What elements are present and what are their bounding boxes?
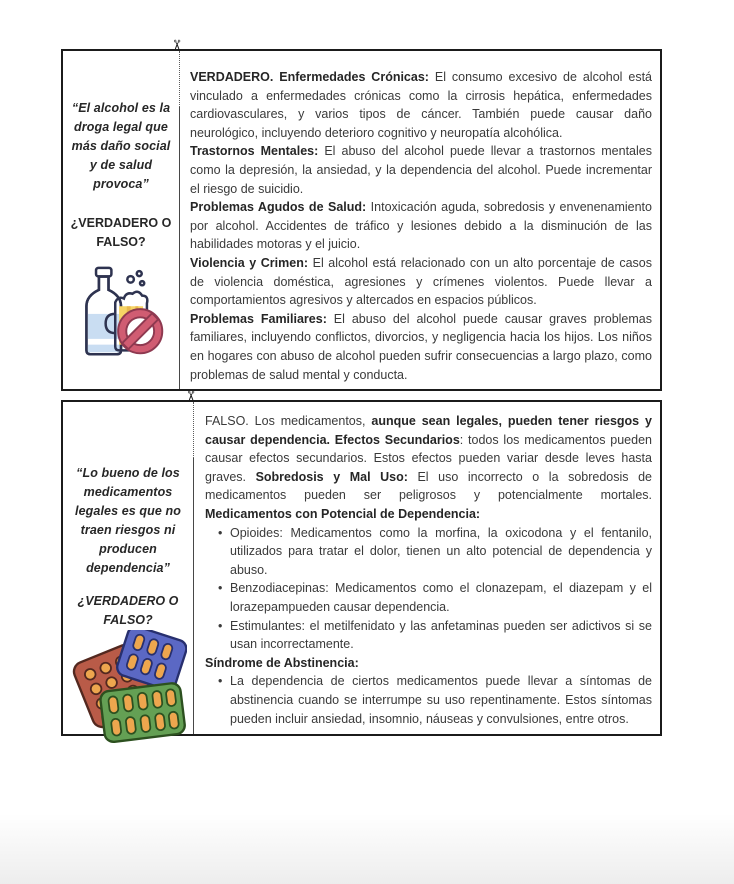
text-run: La dependencia de ciertos medicamentos puede llevar a síntomas de abstinencia cuando se interrumpe su uso repentinamente. Estos síntomas pueden incluir ansiedad, insomnio, náuseas y convulsiones, entre otros. [230,674,652,726]
bold-text-run: Violencia y Crimen: [190,255,309,270]
pill-blisters-icon [69,630,187,751]
content-paragraph [190,68,652,142]
scissors-icon: ✂ [182,390,199,402]
cut-line-dotted-segment [193,402,194,458]
bold-text-run: Medicamentos con Potencial de Dependencia: [205,506,481,521]
bold-text-run: Síndrome de Abstinencia: [205,655,359,670]
scissors-icon: ✂ [168,39,185,51]
text-run: El uso incorrecto o la sobredosis de medicamentos pueden ser peligrosos y potencialmente mortales. [205,469,653,503]
bullet-item [218,524,652,580]
bullet-item [218,672,652,728]
bold-text-run: VERDADERO. Enfermedades Crónicas: [190,70,429,84]
text-run: Intoxicación aguda, sobredosis y envenenamiento por alcohol. Accidentes de tráfico y lesiones debido a la disminución de las habilidades motoras y el juicio. [190,200,652,252]
bold-text-run: Problemas Familiares: [190,311,327,326]
bold-text-run: Sobredosis y Mal Uso: [255,469,408,484]
text-run: El alcohol está relacionado con un alto porcentaje de casos de violencia doméstica, agresiones y crímenes violentos. Puede llevar a comportamientos agresivos y altercados en espacios públicos. [190,255,652,308]
medications-question: ¿VERDADERO O FALSO? [77,594,179,627]
bullet-item [218,579,652,616]
card-alcohol-content [179,51,660,389]
content-paragraph [205,412,652,524]
bullet-list [218,672,652,728]
column-divider-line [179,107,180,389]
card-medications [61,390,662,736]
bold-text-run: Trastornos Mentales: [190,144,319,159]
text-run: Benzodiacepinas: Medicamentos como el clonazepam, el diazepam y el lorazepampueden causar dependencia. [230,581,652,614]
alcohol-question: ¿VERDADERO O FALSO? [70,216,172,249]
bullet-list [218,524,652,654]
content-paragraph [190,310,652,384]
page-bottom-shadow [0,814,734,884]
column-divider-line [193,458,194,734]
bullet-item [218,617,652,654]
content-paragraph [190,142,652,198]
card-alcohol [61,39,662,391]
content-paragraph [190,254,652,310]
text-run: Opioides: Medicamentos como la morfina, la oxicodona y el fentanilo, utilizados para tratar el dolor, tienen un alto potencial de dependencia y abuso. [230,525,652,577]
alcohol-quote: “El alcohol es la droga legal que más daño social y de salud provoca” [71,101,171,191]
text-run: Estimulantes: el metilfenidato y las anfetaminas pueden ser adictivos si se usan incorrectamente. [230,618,652,652]
content-paragraph [190,198,652,254]
text-run: El consumo excesivo de alcohol está vinculado a enfermedades crónicas como la cirrosis hepática, enfermedades cardiovasculares, y varios tipos de cáncer. También puede causar daño neurológico, incluyendo deterioro cognitivo y neuropatía alcohólica. [190,70,652,140]
alcohol-prohibition-icon [73,264,169,365]
card-medications-content [193,402,660,734]
bold-text-run: Problemas Agudos de Salud: [190,200,367,215]
bold-text-run: aunque sean legales, pueden tener riesgos y causar dependencia. Efectos Secundarios [205,414,652,447]
text-run: FALSO. Los medicamentos, [205,414,372,428]
text-run: El abuso del alcohol puede llevar a trastornos mentales como la depresión, la ansiedad, y la dependencia del alcohol. Puede incrementar el riesgo de suicidio. [190,144,652,196]
section-heading [205,654,652,673]
text-run: El abuso del alcohol puede causar graves problemas familiares, incluyendo conflictos, divorcios, y negligencia hacia los hijos. Los niños en hogares con abuso de alcohol pueden sufrir consecuencias a largo plazo, como problemas de salud mental y conducta. [190,311,652,382]
cut-line-dotted-segment [179,51,180,107]
medications-quote: “Lo bueno de los medicamentos legales es que no traen riesgos ni producen dependencia” [75,466,181,575]
text-run: : todos los medicamentos pueden causar efectos secundarios. Estos efectos pueden variar desde leves hasta graves. [205,432,652,484]
card-medications-sidebar [63,402,193,734]
card-alcohol-sidebar [63,51,179,389]
